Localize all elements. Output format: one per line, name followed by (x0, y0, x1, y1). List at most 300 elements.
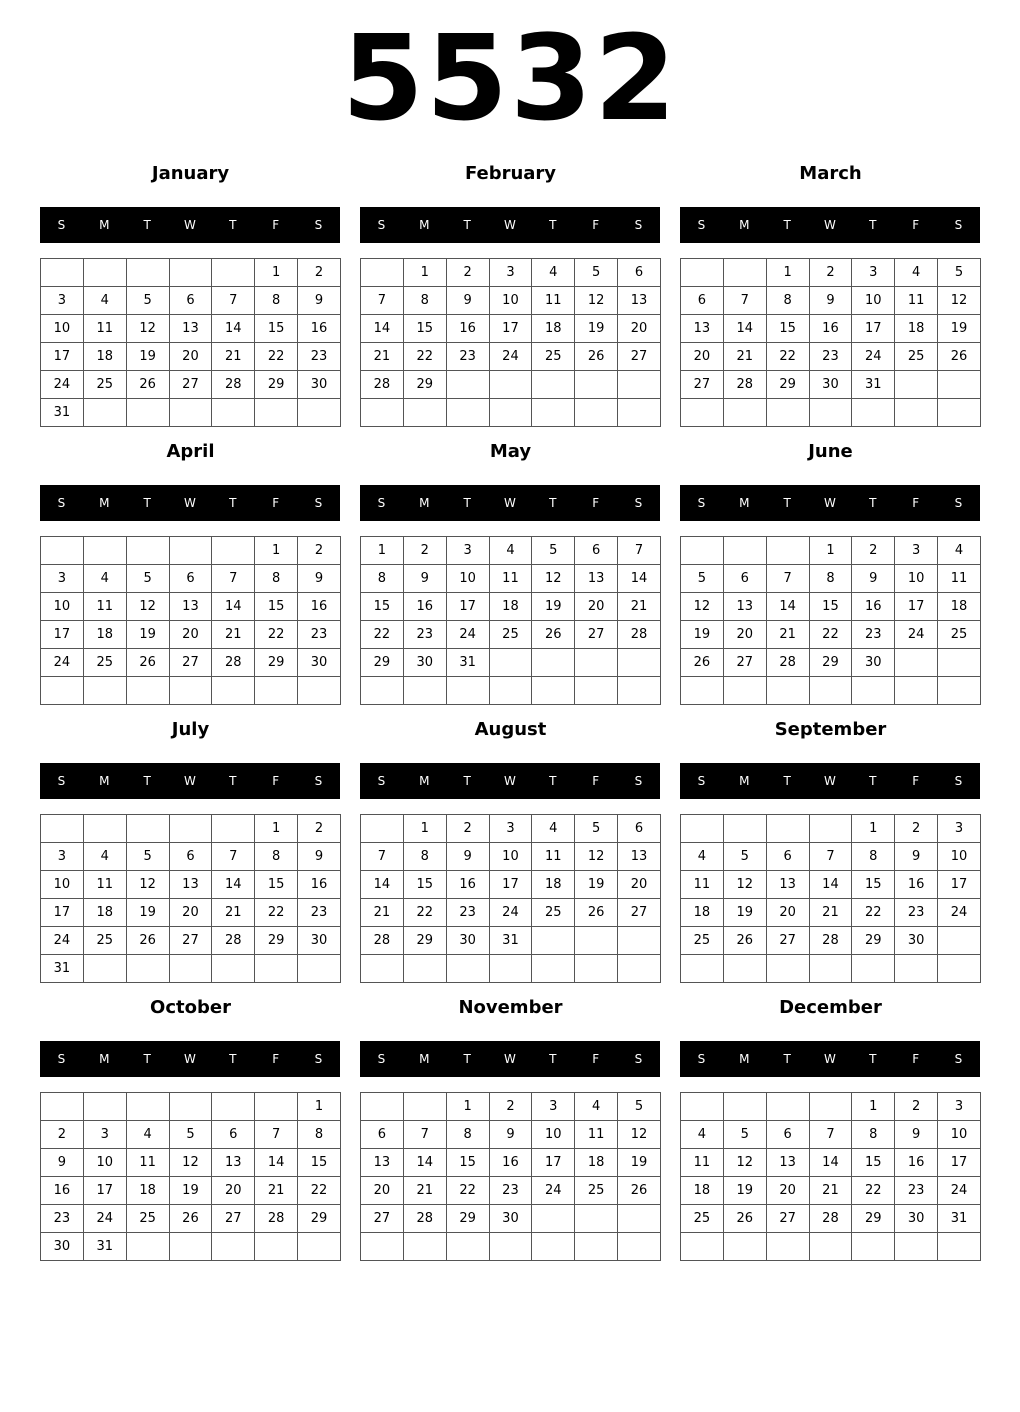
day-cell: 23 (895, 899, 938, 927)
day-cell: 13 (723, 593, 766, 621)
day-grid (40, 536, 341, 705)
day-cell: 16 (446, 315, 489, 343)
empty-day-cell (255, 1093, 298, 1121)
day-cell: 24 (532, 1177, 575, 1205)
month-march (680, 159, 981, 392)
weekday-label: M (99, 774, 110, 788)
day-cell: 7 (809, 843, 852, 871)
weekday-label: W (504, 496, 516, 510)
day-cell: 22 (298, 1177, 341, 1205)
empty-day-cell (361, 677, 404, 705)
empty-day-cell (83, 1093, 126, 1121)
week-row (681, 343, 981, 371)
month-name: October (150, 997, 231, 1018)
day-cell: 2 (852, 537, 895, 565)
day-cell: 28 (361, 927, 404, 955)
day-cell: 17 (852, 315, 895, 343)
day-cell: 28 (212, 927, 255, 955)
day-cell: 8 (298, 1121, 341, 1149)
day-cell: 3 (41, 565, 84, 593)
week-row (361, 649, 661, 677)
empty-day-cell (298, 399, 341, 427)
weekday-label: S (314, 496, 323, 510)
day-cell: 25 (532, 899, 575, 927)
week-row (41, 287, 341, 315)
day-cell: 5 (575, 815, 618, 843)
empty-day-cell (809, 815, 852, 843)
empty-day-cell (723, 1233, 766, 1261)
empty-day-cell (83, 955, 126, 983)
month-may (360, 437, 661, 670)
empty-day-cell (532, 1205, 575, 1233)
weekday-label: M (739, 496, 750, 510)
week-row (681, 677, 981, 705)
day-cell: 29 (403, 371, 446, 399)
weekday-label: T (229, 496, 237, 510)
day-cell: 24 (446, 621, 489, 649)
day-cell: 12 (938, 287, 981, 315)
day-cell: 17 (83, 1177, 126, 1205)
day-cell: 24 (41, 649, 84, 677)
empty-day-cell (852, 677, 895, 705)
month-july (40, 715, 341, 976)
day-grid (680, 258, 981, 427)
day-cell: 26 (126, 649, 169, 677)
day-cell: 4 (895, 259, 938, 287)
weekday-label: S (57, 1052, 66, 1066)
empty-day-cell (361, 399, 404, 427)
day-cell: 27 (169, 371, 212, 399)
empty-day-cell (212, 1233, 255, 1261)
day-cell: 30 (852, 649, 895, 677)
year-title: 5532 (341, 9, 679, 147)
day-cell: 8 (403, 287, 446, 315)
day-cell: 24 (41, 927, 84, 955)
day-cell: 21 (212, 343, 255, 371)
day-cell: 17 (41, 343, 84, 371)
week-row (361, 1205, 661, 1233)
day-cell: 12 (575, 287, 618, 315)
week-row (41, 955, 341, 983)
empty-day-cell (126, 815, 169, 843)
empty-day-cell (681, 1093, 724, 1121)
empty-day-cell (618, 399, 661, 427)
day-cell: 1 (766, 259, 809, 287)
day-cell: 28 (618, 621, 661, 649)
day-cell: 11 (681, 1149, 724, 1177)
day-cell: 30 (298, 649, 341, 677)
day-cell: 18 (83, 899, 126, 927)
day-cell: 19 (723, 1177, 766, 1205)
day-cell: 26 (532, 621, 575, 649)
weekday-label: M (99, 1052, 110, 1066)
week-row (361, 677, 661, 705)
day-cell: 18 (895, 315, 938, 343)
day-cell: 6 (169, 287, 212, 315)
day-cell: 17 (532, 1149, 575, 1177)
day-cell: 8 (809, 565, 852, 593)
day-cell: 6 (723, 565, 766, 593)
day-cell: 9 (41, 1149, 84, 1177)
empty-day-cell (532, 927, 575, 955)
week-row (41, 815, 341, 843)
day-cell: 26 (575, 343, 618, 371)
empty-day-cell (361, 259, 404, 287)
month-name: January (151, 163, 230, 184)
day-cell: 2 (809, 259, 852, 287)
empty-day-cell (255, 399, 298, 427)
day-cell: 20 (766, 899, 809, 927)
day-cell: 3 (489, 815, 532, 843)
day-cell: 7 (212, 565, 255, 593)
day-cell: 11 (489, 565, 532, 593)
empty-day-cell (255, 1233, 298, 1261)
day-cell: 2 (895, 815, 938, 843)
weekday-label: W (824, 1052, 836, 1066)
day-cell: 21 (212, 899, 255, 927)
day-cell: 21 (255, 1177, 298, 1205)
empty-day-cell (618, 371, 661, 399)
day-cell: 20 (766, 1177, 809, 1205)
day-cell: 12 (126, 593, 169, 621)
empty-day-cell (446, 955, 489, 983)
day-cell: 2 (298, 537, 341, 565)
weekday-label: M (99, 218, 110, 232)
empty-day-cell (766, 677, 809, 705)
empty-day-cell (532, 955, 575, 983)
day-cell: 16 (895, 871, 938, 899)
day-cell: 25 (489, 621, 532, 649)
month-name: November (458, 997, 563, 1018)
day-cell: 17 (489, 871, 532, 899)
day-cell: 5 (723, 1121, 766, 1149)
day-cell: 15 (403, 871, 446, 899)
day-cell: 14 (809, 1149, 852, 1177)
month-august (360, 715, 661, 948)
weekday-header (680, 485, 980, 521)
month-january (40, 159, 341, 420)
day-cell: 15 (446, 1149, 489, 1177)
month-december (680, 993, 981, 1226)
day-cell: 10 (446, 565, 489, 593)
day-cell: 15 (255, 593, 298, 621)
day-cell: 5 (938, 259, 981, 287)
day-cell: 22 (809, 621, 852, 649)
empty-day-cell (361, 815, 404, 843)
empty-day-cell (895, 1233, 938, 1261)
weekday-label: W (184, 496, 196, 510)
day-cell: 7 (723, 287, 766, 315)
week-row (361, 1233, 661, 1261)
empty-day-cell (766, 1093, 809, 1121)
day-cell: 16 (809, 315, 852, 343)
day-cell: 2 (895, 1093, 938, 1121)
day-grid (680, 1092, 981, 1261)
empty-day-cell (489, 1233, 532, 1261)
weekday-label: W (184, 218, 196, 232)
day-cell: 20 (575, 593, 618, 621)
week-row (361, 343, 661, 371)
weekday-label: S (954, 1052, 963, 1066)
month-name: March (799, 163, 862, 184)
week-row (361, 565, 661, 593)
day-cell: 17 (446, 593, 489, 621)
week-row (681, 1149, 981, 1177)
weekday-label: F (592, 218, 600, 232)
day-cell: 5 (723, 843, 766, 871)
week-row (681, 259, 981, 287)
weekday-label: T (549, 774, 557, 788)
empty-day-cell (83, 399, 126, 427)
weekday-label: T (143, 774, 151, 788)
week-row (681, 287, 981, 315)
day-cell: 1 (298, 1093, 341, 1121)
day-cell: 31 (41, 955, 84, 983)
week-row (681, 871, 981, 899)
day-cell: 21 (809, 1177, 852, 1205)
day-cell: 9 (446, 843, 489, 871)
day-cell: 29 (852, 1205, 895, 1233)
empty-day-cell (212, 677, 255, 705)
weekday-label: S (954, 496, 963, 510)
day-cell: 14 (212, 871, 255, 899)
week-row (681, 621, 981, 649)
empty-day-cell (681, 537, 724, 565)
day-cell: 31 (83, 1233, 126, 1261)
day-cell: 19 (938, 315, 981, 343)
week-row (41, 677, 341, 705)
day-cell: 22 (403, 343, 446, 371)
empty-day-cell (83, 815, 126, 843)
day-cell: 11 (83, 593, 126, 621)
day-cell: 25 (532, 343, 575, 371)
day-cell: 10 (41, 315, 84, 343)
day-cell: 16 (298, 315, 341, 343)
day-cell: 1 (255, 259, 298, 287)
day-cell: 26 (723, 1205, 766, 1233)
day-cell: 22 (361, 621, 404, 649)
weekday-label: M (99, 496, 110, 510)
day-cell: 16 (41, 1177, 84, 1205)
month-november (360, 993, 661, 1226)
day-cell: 10 (41, 871, 84, 899)
day-cell: 18 (575, 1149, 618, 1177)
day-cell: 3 (895, 537, 938, 565)
empty-day-cell (126, 1093, 169, 1121)
day-cell: 24 (489, 343, 532, 371)
day-cell: 4 (83, 843, 126, 871)
weekday-header (360, 763, 660, 799)
week-row (41, 843, 341, 871)
day-cell: 9 (298, 565, 341, 593)
day-cell: 15 (255, 871, 298, 899)
empty-day-cell (126, 399, 169, 427)
day-cell: 2 (298, 259, 341, 287)
empty-day-cell (489, 677, 532, 705)
weekday-label: T (143, 1052, 151, 1066)
weekday-label: T (869, 496, 877, 510)
week-row (361, 287, 661, 315)
day-cell: 21 (723, 343, 766, 371)
day-cell: 27 (766, 1205, 809, 1233)
weekday-label: T (463, 774, 471, 788)
weekday-label: T (143, 218, 151, 232)
weekday-header (680, 1041, 980, 1077)
weekday-label: M (419, 218, 430, 232)
weekday-label: W (184, 774, 196, 788)
empty-day-cell (681, 677, 724, 705)
day-cell: 4 (489, 537, 532, 565)
weekday-label: S (954, 774, 963, 788)
day-cell: 23 (446, 899, 489, 927)
weekday-header (40, 207, 340, 243)
day-cell: 23 (852, 621, 895, 649)
day-cell: 11 (83, 315, 126, 343)
day-cell: 5 (618, 1093, 661, 1121)
week-row (681, 565, 981, 593)
empty-day-cell (403, 677, 446, 705)
week-row (681, 1177, 981, 1205)
day-cell: 19 (126, 621, 169, 649)
day-cell: 21 (361, 899, 404, 927)
day-cell: 14 (723, 315, 766, 343)
weekday-label: T (143, 496, 151, 510)
day-cell: 25 (681, 927, 724, 955)
day-cell: 21 (361, 343, 404, 371)
day-cell: 3 (41, 287, 84, 315)
week-row (41, 1233, 341, 1261)
empty-day-cell (681, 955, 724, 983)
day-cell: 25 (83, 649, 126, 677)
weekday-header (680, 207, 980, 243)
empty-day-cell (766, 537, 809, 565)
day-cell: 23 (446, 343, 489, 371)
weekday-header (360, 485, 660, 521)
month-october (40, 993, 341, 1254)
day-cell: 6 (575, 537, 618, 565)
day-cell: 24 (938, 899, 981, 927)
day-cell: 20 (618, 871, 661, 899)
day-cell: 7 (212, 287, 255, 315)
day-cell: 3 (489, 259, 532, 287)
day-cell: 2 (298, 815, 341, 843)
week-row (681, 537, 981, 565)
empty-day-cell (126, 677, 169, 705)
day-cell: 10 (895, 565, 938, 593)
day-cell: 21 (809, 899, 852, 927)
week-row (41, 371, 341, 399)
empty-day-cell (723, 677, 766, 705)
weekday-label: S (697, 1052, 706, 1066)
weekday-label: W (824, 496, 836, 510)
day-cell: 2 (41, 1121, 84, 1149)
empty-day-cell (766, 399, 809, 427)
day-cell: 19 (681, 621, 724, 649)
week-row (41, 537, 341, 565)
day-cell: 18 (938, 593, 981, 621)
week-row (361, 371, 661, 399)
week-row (681, 1233, 981, 1261)
weekday-label: S (634, 496, 643, 510)
day-grid (680, 536, 981, 705)
day-cell: 12 (723, 871, 766, 899)
day-cell: 29 (298, 1205, 341, 1233)
day-cell: 4 (83, 565, 126, 593)
week-row (681, 815, 981, 843)
weekday-header (360, 1041, 660, 1077)
empty-day-cell (723, 1093, 766, 1121)
day-cell: 14 (361, 315, 404, 343)
week-row (681, 593, 981, 621)
day-cell: 27 (766, 927, 809, 955)
empty-day-cell (895, 955, 938, 983)
empty-day-cell (618, 1205, 661, 1233)
weekday-label: M (739, 774, 750, 788)
day-cell: 27 (681, 371, 724, 399)
day-cell: 25 (575, 1177, 618, 1205)
weekday-label: F (912, 218, 920, 232)
week-row (681, 1121, 981, 1149)
day-cell: 27 (361, 1205, 404, 1233)
day-cell: 6 (212, 1121, 255, 1149)
weekday-label: T (783, 1052, 791, 1066)
day-cell: 22 (446, 1177, 489, 1205)
day-cell: 29 (809, 649, 852, 677)
day-cell: 12 (169, 1149, 212, 1177)
day-cell: 15 (852, 1149, 895, 1177)
day-cell: 8 (852, 1121, 895, 1149)
day-cell: 17 (938, 1149, 981, 1177)
empty-day-cell (489, 371, 532, 399)
day-cell: 11 (575, 1121, 618, 1149)
weekday-label: S (697, 218, 706, 232)
day-cell: 7 (361, 843, 404, 871)
day-cell: 5 (169, 1121, 212, 1149)
empty-day-cell (361, 955, 404, 983)
day-cell: 28 (766, 649, 809, 677)
empty-day-cell (212, 955, 255, 983)
empty-day-cell (169, 399, 212, 427)
week-row (361, 955, 661, 983)
day-cell: 15 (255, 315, 298, 343)
day-cell: 7 (618, 537, 661, 565)
day-cell: 6 (169, 843, 212, 871)
weekday-label: F (912, 496, 920, 510)
empty-day-cell (532, 371, 575, 399)
day-cell: 15 (809, 593, 852, 621)
day-cell: 18 (83, 343, 126, 371)
day-cell: 4 (83, 287, 126, 315)
day-cell: 28 (212, 649, 255, 677)
day-cell: 13 (169, 871, 212, 899)
empty-day-cell (575, 955, 618, 983)
day-cell: 7 (212, 843, 255, 871)
day-cell: 30 (895, 1205, 938, 1233)
day-cell: 4 (938, 537, 981, 565)
week-row (361, 259, 661, 287)
empty-day-cell (83, 677, 126, 705)
weekday-label: T (229, 218, 237, 232)
weekday-label: W (504, 218, 516, 232)
day-cell: 8 (255, 565, 298, 593)
day-cell: 5 (532, 537, 575, 565)
month-name: February (464, 163, 557, 184)
day-cell: 20 (169, 621, 212, 649)
month-february (360, 159, 661, 392)
empty-day-cell (766, 815, 809, 843)
week-row (41, 1093, 341, 1121)
empty-day-cell (41, 537, 84, 565)
